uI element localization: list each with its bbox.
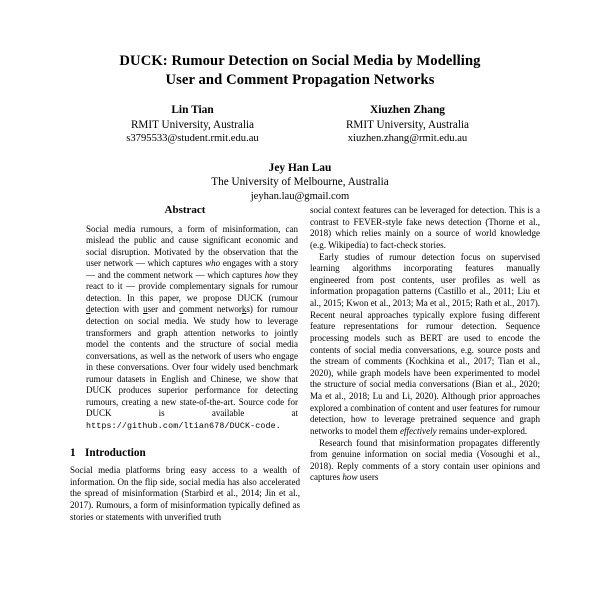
abstract-text-7: s) for rumour detection on social media. We study how to leverage transformers and graph attention networks to jointly model the contents and the structure of social media conversations, as well as the network of users who engage in these conversations. Over four widely used benchmark rumour datasets in English and Chinese, we show that DUCK produces superior performance for detecting rumours, creating a new state-of-the-art. Source code for DUCK is available at — [86, 304, 298, 419]
abstract-text-2: engages with a story — and the comment network — which captures — [86, 258, 298, 280]
abstract-text-1: Social media rumours, a form of misinformation, can mislead the public and cause significant economic and social disruption. Motivated by the observation that the user network — which captures — [86, 223, 298, 269]
authors-row-secondary — [62, 161, 538, 205]
acronym-letter-d: d — [86, 304, 91, 315]
right-paragraph-1: social context features can be leveraged for detection. This is a contrast to FEVER-style fake news detection (Thorne et al., 2018) which relies mainly on a source of world knowledge (e.g. Wikipedia) to fact-check stories. — [310, 205, 540, 250]
author-name: Jey Han Lau — [268, 161, 332, 174]
title-line-2: User and Comment Propagation Networks — [165, 72, 435, 88]
abstract-text-3: they react to it — provide complementary signals for rumour detection. In this paper, we propose DUCK (rumour — [86, 269, 299, 303]
right-paragraph-3-italic: how — [342, 472, 358, 483]
abstract-italic-who: who — [205, 258, 221, 269]
authors-row-primary — [62, 103, 538, 147]
right-paragraph-2-end: remains under-explored. — [436, 425, 528, 436]
right-paragraph-3-end: users — [357, 472, 379, 483]
section-heading-introduction — [70, 448, 300, 460]
acronym-letter-u: u — [143, 304, 148, 315]
author-name: Xiuzhen Zhang — [369, 104, 445, 116]
intro-paragraph-1: Social media platforms bring easy access to a wealth of information. On the flip side, social media has also accelerated the spread of misinformation (Starbird et al., 2014; Jin et al., 2017). Rumours, a form of misinformation typically defined as stories or statements with unverified truth — [70, 465, 300, 522]
author-block-xiuzhen-zhang — [300, 103, 515, 147]
column-left — [70, 205, 300, 523]
section-number: 1 — [70, 447, 76, 460]
page-title — [62, 52, 538, 90]
title-block — [0, 0, 600, 205]
abstract-heading: Abstract — [164, 204, 206, 216]
author-block-lin-tian — [85, 103, 300, 147]
section-title: Introduction — [85, 447, 146, 460]
author-affiliation: RMIT University, Australia — [130, 118, 255, 131]
author-email[interactable]: s3795533@student.rmit.edu.au — [126, 133, 259, 145]
abstract-text-5: ser and — [147, 304, 180, 315]
author-email[interactable]: jeyhan.lau@gmail.com — [250, 190, 350, 202]
acronym-letter-c: c — [179, 304, 184, 315]
abstract-text-4: etection with — [90, 304, 144, 315]
abstract-body — [86, 224, 298, 433]
acronym-letter-k: k — [241, 304, 247, 315]
author-affiliation: The University of Melbourne, Australia — [211, 176, 389, 189]
title-line-1: DUCK: Rumour Detection on Social Media by Modelling — [119, 53, 481, 69]
right-paragraph-3 — [310, 438, 540, 485]
right-paragraph-3-text: Research found that misinformation propagates differently from genuine information on social media (Vosoughi et al., 2018). Reply comments of a story contain user opinions and captures — [310, 437, 540, 483]
abstract-italic-how: how — [264, 269, 280, 280]
source-code-url[interactable]: https://github.com/ltian678/DUCK-code. — [86, 421, 281, 431]
author-name: Lin Tian — [171, 104, 214, 116]
body-columns — [0, 205, 600, 523]
right-paragraph-2-text: Early studies of rumour detection focus on supervised learning algorithms incorporating features manually engineered from post contents, user profiles as well as information propagation patterns (Castillo et al., 2011; Liu et al., 2015; Kwon et al., 2013; Ma et al., 2015; Rath et al., 2017). Recent neural approaches typically explore fusing different feature representations for rumour detection. Sequence processing models such as BERT are used to encode the contents of social media conversations, e.g. source posts and the stream of comments (Kochkina et al., 2017; Tian et al., 2020), while graph models have been experimented to model the structure of social media conversations (Bian et al., 2020; Ma et al., 2018; Lu and Li, 2020). Although prior approaches explored a combination of content and user features for rumour detection, how to leverage pretrained sequence and graph networks to model them — [310, 251, 540, 436]
author-affiliation: RMIT University, Australia — [345, 118, 470, 131]
right-paragraph-2 — [310, 252, 540, 438]
right-paragraph-2-italic: effectively — [399, 425, 437, 436]
column-right — [310, 205, 540, 523]
author-email[interactable]: xiuzhen.zhang@rmit.edu.au — [347, 133, 468, 145]
abstract-text-6: omment networ — [183, 304, 242, 315]
author-block-jey-han-lau — [150, 161, 450, 205]
